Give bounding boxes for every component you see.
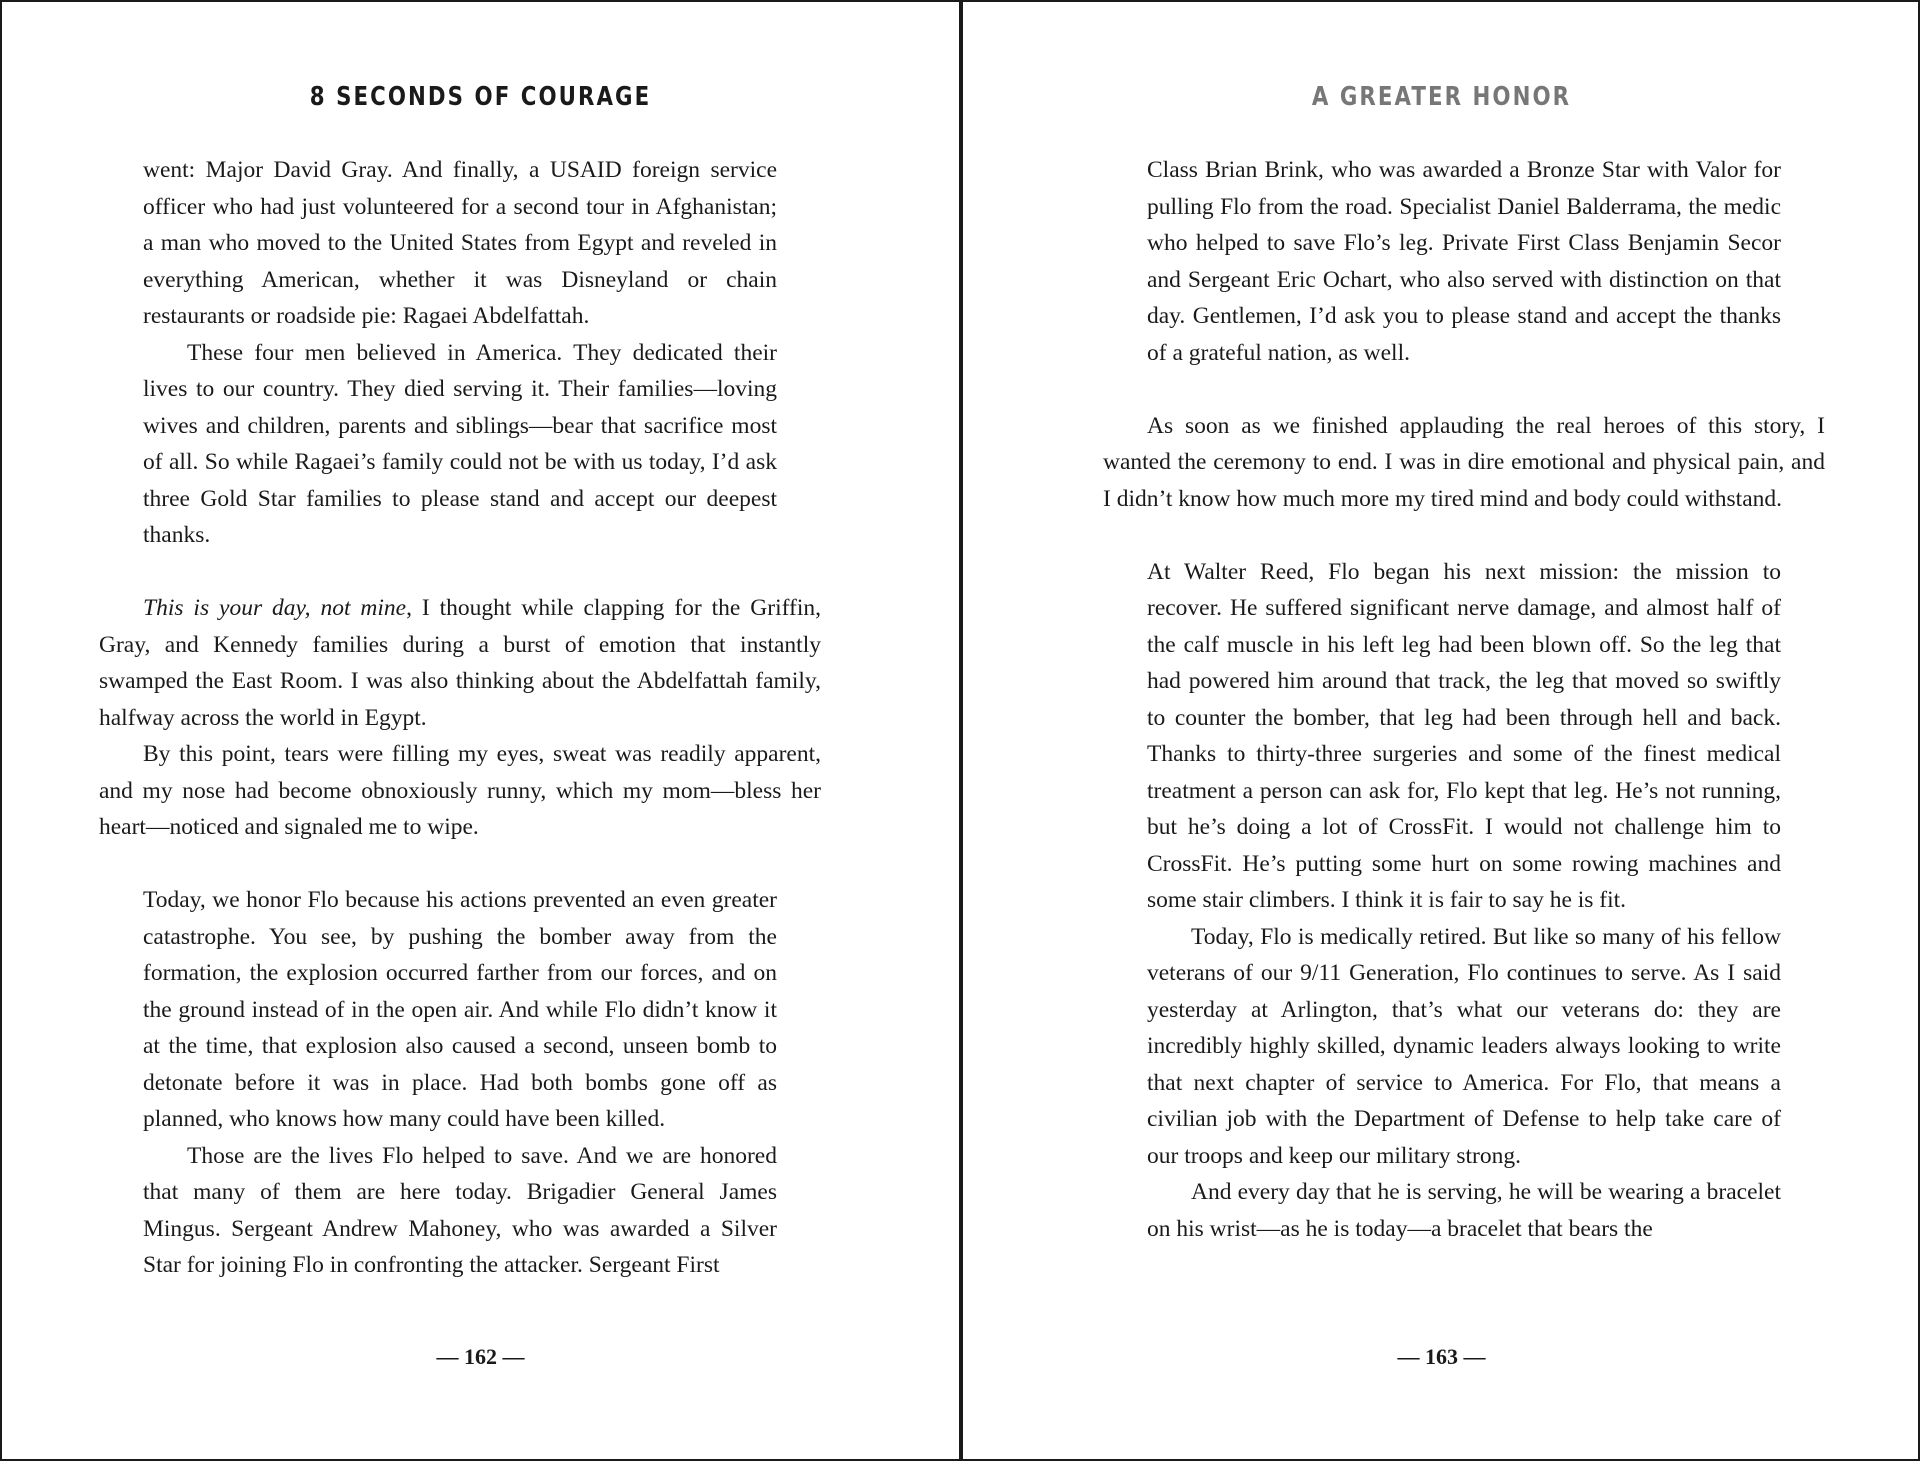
narrative-text: , I thought while clapping for the Griffin, Gray, and Kennedy families during a burst of emotion that instantly swamped the East Room. I was also thinking about the Abdelfattah family, halfway across the world in Egypt. (99, 595, 821, 731)
page-number-left: — 162 — (436, 1344, 525, 1369)
running-head-left: 8 SECONDS OF COURAGE (309, 82, 652, 112)
narrative-paragraph: By this point, tears were filling my eyes, sweat was readily apparent, and my nose had become obnoxiously runny, which my mom—bless her heart—noticed and signaled me to wipe. (99, 741, 821, 840)
italic-thought: This is your day, not mine (143, 595, 407, 621)
narrative-paragraph (99, 590, 821, 736)
running-head-right: A GREATER HONOR (1311, 82, 1572, 112)
speech-paragraph: At Walter Reed, Flo began his next mission: the mission to recover. He suffered significant nerve damage, and almost half of the calf muscle in his left leg had been blown off. So the leg that had powered him around that track, the leg that moved so swiftly to counter the bomber, that leg had been through hell and back. Thanks to thirty-three surgeries and some of the finest medical treatment a person can ask for, Flo kept that leg. He’s not running, but he’s doing a lot of CrossFit. I would not challenge him to CrossFit. He’s putting some hurt on some rowing machines and some stair climbers. I think it is fair to say he is fit. (1147, 558, 1781, 913)
speech-paragraph: Today, we honor Flo because his actions prevented an even greater catastrophe. You see, by pushing the bomber away from the formation, the explosion occurred farther from our forces, and on the ground instead of in the open air. And while Flo didn’t know it at the time, that explosion also caused a second, unseen bomb to detonate before it was in place. Had both bombs gone off as planned, who knows how many could have been killed. (143, 887, 777, 1132)
left-page-text (99, 152, 821, 1284)
speech-paragraph: Those are the lives Flo helped to save. And we are honored that many of them are here today. Brigadier General James Mingus. Sergeant Andrew Mahoney, who was awarded a Silver Star for joining Flo in confronting the attacker. Sergeant First (143, 1142, 777, 1278)
right-page-text (1103, 152, 1825, 1247)
speech-paragraph: And every day that he is serving, he will be wearing a bracelet on his wrist—as he is today—a bracelet that bears the (1147, 1179, 1781, 1242)
left-page (2, 2, 959, 1459)
right-page (963, 2, 1920, 1459)
speech-paragraph: Today, Flo is medically retired. But like so many of his fellow veterans of our 9/11 Generation, Flo continues to serve. As I said yesterday at Arlington, that’s what our veterans do: they are incredibly highly skilled, dynamic leaders always looking to write that next chapter of service to America. For Flo, that means a civilian job with the Department of Defense to help take care of our troops and keep our military strong. (1147, 923, 1781, 1169)
speech-paragraph: Class Brian Brink, who was awarded a Bronze Star with Valor for pulling Flo from the road. Specialist Daniel Balderrama, the medic who helped to save Flo’s leg. Private First Class Benjamin Secor and Sergeant Eric Ochart, who also served with distinction on that day. Gentlemen, I’d ask you to please stand and accept the thanks of a grateful nation, as well. (1147, 157, 1781, 366)
narrative-paragraph: As soon as we finished applauding the real heroes of this story, I wanted the ceremony to end. I was in dire emotional and physical pain, and I didn’t know how much more my tired mind and body could withstand. (1103, 412, 1825, 512)
speech-paragraph: went: Major David Gray. And finally, a USAID foreign service officer who had just volunteered for a second tour in Afghanistan; a man who moved to the United States from Egypt and reveled in everything American, whether it was Disneyland or chain restaurants or roadside pie: Ragaei Abdelfattah. (143, 157, 777, 329)
page-number-right: — 163 — (1397, 1344, 1486, 1369)
speech-paragraph: These four men believed in America. They dedicated their lives to our country. They died serving it. Their families—loving wives and children, parents and siblings—bear that sacrifice most of all. So while Ragaei’s family could not be with us today, I’d ask three Gold Star families to please stand and accept our deepest thanks. (143, 339, 777, 548)
